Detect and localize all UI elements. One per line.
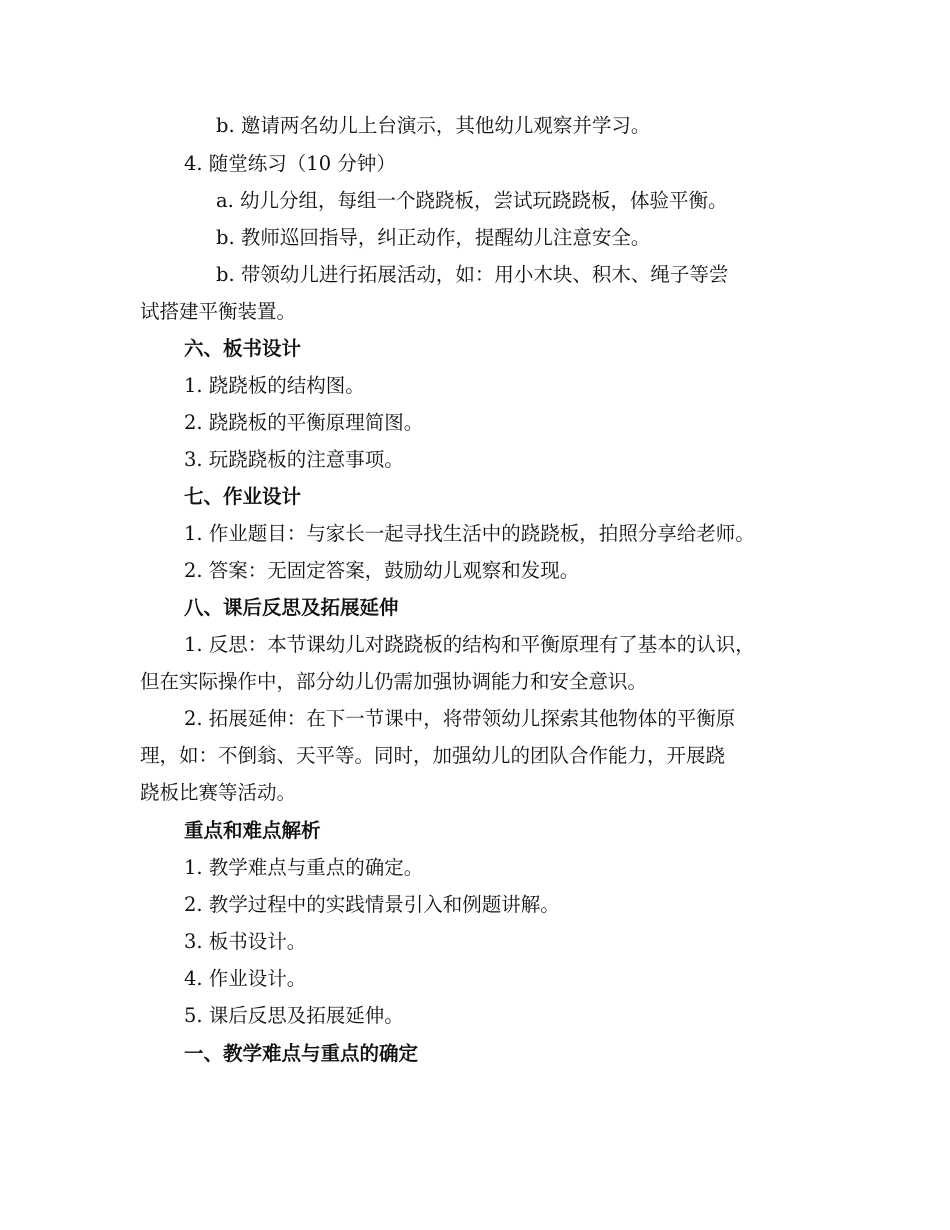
text-line: b. 邀请两名幼儿上台演示，其他幼儿观察并学习。 (216, 114, 651, 137)
section-heading: 七、作业设计 (184, 485, 302, 508)
list-item: 1. 教学难点与重点的确定。 (184, 856, 424, 879)
list-item: 4. 作业设计。 (184, 967, 307, 990)
list-item: 4. 随堂练习（10 分钟） (184, 152, 396, 175)
list-item: 2. 答案：无固定答案，鼓励幼儿观察和发现。 (184, 559, 580, 582)
text-line: b. 带领幼儿进行拓展活动，如：用小木块、积木、绳子等尝 (216, 263, 729, 286)
list-item: 2. 拓展延伸：在下一节课中，将带领幼儿探索其他物体的平衡原 (184, 707, 736, 730)
list-item: 2. 跷跷板的平衡原理简图。 (184, 411, 424, 434)
section-heading: 重点和难点解析 (184, 819, 321, 842)
section-heading: 六、板书设计 (184, 337, 302, 360)
text-line-continuation: 但在实际操作中，部分幼儿仍需加强协调能力和安全意识。 (140, 670, 648, 693)
list-item: 1. 跷跷板的结构图。 (184, 374, 365, 397)
list-item: 1. 反思：本节课幼儿对跷跷板的结构和平衡原理有了基本的认识， (184, 633, 755, 656)
section-heading: 一、教学难点与重点的确定 (184, 1042, 419, 1065)
text-line: a. 幼儿分组，每组一个跷跷板，尝试玩跷跷板，体验平衡。 (216, 189, 728, 212)
list-item: 5. 课后反思及拓展延伸。 (184, 1004, 404, 1027)
text-line-continuation: 试搭建平衡装置。 (140, 300, 297, 323)
list-item: 1. 作业题目：与家长一起寻找生活中的跷跷板，拍照分享给老师。 (184, 522, 755, 545)
text-line-continuation: 跷板比赛等活动。 (140, 781, 297, 804)
section-heading: 八、课后反思及拓展延伸 (184, 596, 399, 619)
list-item: 3. 板书设计。 (184, 930, 307, 953)
text-line: b. 教师巡回指导，纠正动作，提醒幼儿注意安全。 (216, 226, 651, 249)
text-line-continuation: 理，如：不倒翁、天平等。同时，加强幼儿的团队合作能力，开展跷 (140, 744, 726, 767)
list-item: 3. 玩跷跷板的注意事项。 (184, 448, 404, 471)
list-item: 2. 教学过程中的实践情景引入和例题讲解。 (184, 893, 560, 916)
